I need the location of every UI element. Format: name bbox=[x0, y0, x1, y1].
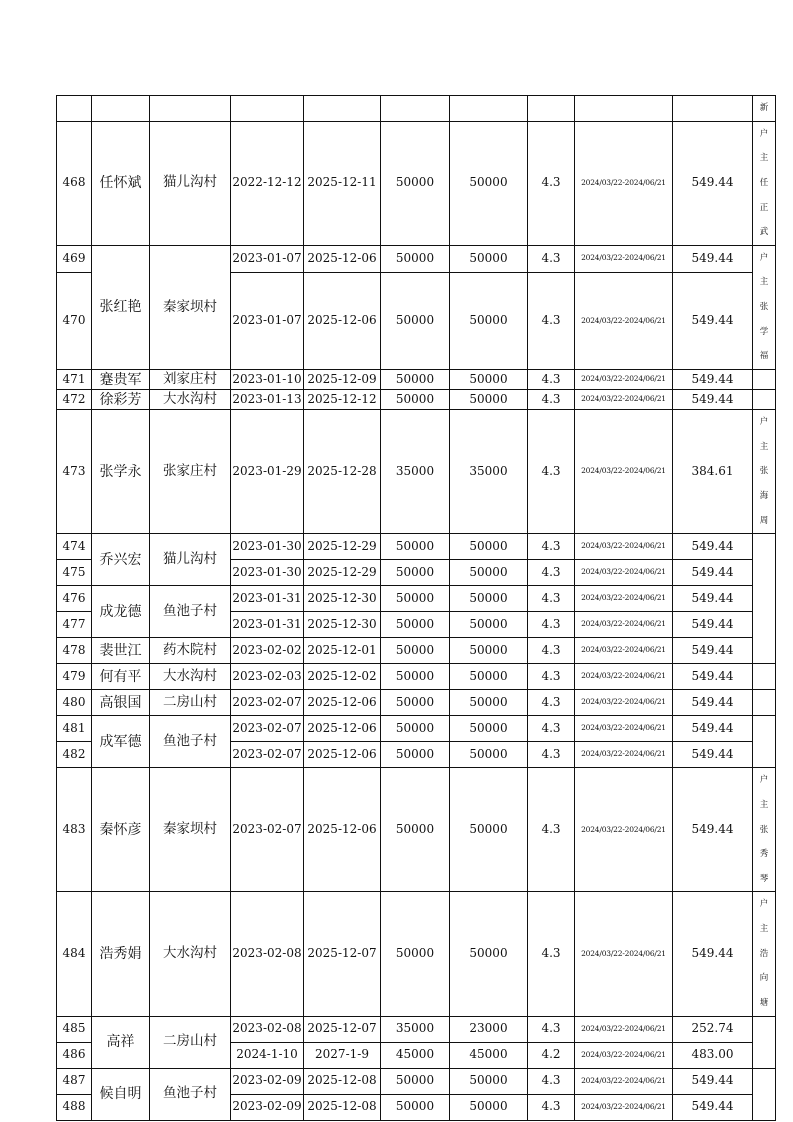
borrower-name-cell: 张红艳 bbox=[92, 245, 150, 369]
note-text: 新 bbox=[759, 103, 769, 113]
borrower-name-cell: 高银国 bbox=[92, 690, 150, 716]
interest-rate-cell: 4.3 bbox=[528, 272, 575, 369]
interest-rate-cell: 4.3 bbox=[528, 586, 575, 612]
loan-balance-cell: 23000 bbox=[450, 1016, 528, 1042]
loan-start-date-cell: 2023-01-30 bbox=[231, 560, 304, 586]
row-number-cell: 469 bbox=[57, 245, 92, 272]
loan-end-date-cell: 2025-12-06 bbox=[304, 768, 381, 892]
interest-period-cell: 2024/03/22-2024/06/21 bbox=[575, 768, 673, 892]
loan-end-date-cell: 2025-12-08 bbox=[304, 1068, 381, 1094]
interest-period-cell: 2024/03/22-2024/06/21 bbox=[575, 560, 673, 586]
row-number-cell: 476 bbox=[57, 586, 92, 612]
interest-amount-cell: 549.44 bbox=[673, 638, 753, 664]
note-cell bbox=[753, 716, 776, 768]
loan-amount-cell: 50000 bbox=[381, 370, 450, 390]
interest-period-cell: 2024/03/22-2024/06/21 bbox=[575, 272, 673, 369]
interest-rate-cell: 4.3 bbox=[528, 245, 575, 272]
borrower-name-cell: 乔兴宏 bbox=[92, 534, 150, 586]
borrower-name-cell: 成军德 bbox=[92, 716, 150, 768]
interest-period-cell: 2024/03/22-2024/06/21 bbox=[575, 612, 673, 638]
interest-period-cell: 2024/03/22-2024/06/21 bbox=[575, 1094, 673, 1120]
interest-amount-cell: 549.44 bbox=[673, 612, 753, 638]
interest-rate-cell: 4.3 bbox=[528, 892, 575, 1016]
table-row bbox=[57, 586, 776, 612]
loan-start-date-cell: 2023-01-10 bbox=[231, 370, 304, 390]
loan-start-date-cell: 2022-12-12 bbox=[231, 121, 304, 245]
loan-balance-cell: 50000 bbox=[450, 121, 528, 245]
interest-period-cell: 2024/03/22-2024/06/21 bbox=[575, 1068, 673, 1094]
loan-start-date-cell: 2023-02-07 bbox=[231, 768, 304, 892]
interest-amount-cell: 549.44 bbox=[673, 121, 753, 245]
row-number-cell: 474 bbox=[57, 534, 92, 560]
table-row bbox=[57, 638, 776, 664]
interest-period-cell: 2024/03/22-2024/06/21 bbox=[575, 716, 673, 742]
table-row bbox=[57, 390, 776, 410]
interest-rate-cell: 4.3 bbox=[528, 1068, 575, 1094]
note-text: 户主张海周 bbox=[759, 417, 769, 526]
loan-amount-cell: 50000 bbox=[381, 664, 450, 690]
empty-cell bbox=[528, 96, 575, 122]
interest-period-cell: 2024/03/22-2024/06/21 bbox=[575, 742, 673, 768]
note-text: 户主张学福 bbox=[759, 252, 769, 362]
loan-amount-cell: 50000 bbox=[381, 690, 450, 716]
village-cell: 药木院村 bbox=[150, 638, 231, 664]
interest-period-cell: 2024/03/22-2024/06/21 bbox=[575, 1016, 673, 1042]
loan-end-date-cell: 2025-12-29 bbox=[304, 534, 381, 560]
table-row bbox=[57, 534, 776, 560]
table-row bbox=[57, 690, 776, 716]
borrower-name-cell: 蹇贵军 bbox=[92, 370, 150, 390]
interest-rate-cell: 4.3 bbox=[528, 370, 575, 390]
loan-amount-cell: 50000 bbox=[381, 272, 450, 369]
loan-balance-cell: 35000 bbox=[450, 410, 528, 534]
row-number-cell: 470 bbox=[57, 272, 92, 369]
interest-period-cell: 2024/03/22-2024/06/21 bbox=[575, 410, 673, 534]
interest-amount-cell: 549.44 bbox=[673, 272, 753, 369]
empty-cell bbox=[304, 96, 381, 122]
loan-amount-cell: 50000 bbox=[381, 560, 450, 586]
borrower-name-cell: 候自明 bbox=[92, 1068, 150, 1120]
interest-amount-cell: 549.44 bbox=[673, 560, 753, 586]
note-cell bbox=[753, 121, 776, 245]
table-row bbox=[57, 410, 776, 534]
loan-balance-cell: 50000 bbox=[450, 690, 528, 716]
loan-balance-cell: 50000 bbox=[450, 664, 528, 690]
borrower-name-cell: 成龙德 bbox=[92, 586, 150, 638]
interest-amount-cell: 549.44 bbox=[673, 1068, 753, 1094]
loan-start-date-cell: 2023-01-29 bbox=[231, 410, 304, 534]
note-cell bbox=[753, 390, 776, 410]
note-text: 户主张秀琴 bbox=[759, 775, 769, 884]
loan-balance-cell: 50000 bbox=[450, 892, 528, 1016]
empty-cell bbox=[673, 96, 753, 122]
loan-start-date-cell: 2023-02-07 bbox=[231, 690, 304, 716]
loan-balance-cell: 50000 bbox=[450, 586, 528, 612]
interest-rate-cell: 4.3 bbox=[528, 1094, 575, 1120]
loan-amount-cell: 45000 bbox=[381, 1042, 450, 1068]
note-text: 户主任正武 bbox=[759, 128, 769, 238]
loan-amount-cell: 35000 bbox=[381, 1016, 450, 1042]
village-cell: 二房山村 bbox=[150, 1016, 231, 1068]
loan-start-date-cell: 2023-01-31 bbox=[231, 612, 304, 638]
interest-period-cell: 2024/03/22-2024/06/21 bbox=[575, 892, 673, 1016]
interest-rate-cell: 4.3 bbox=[528, 390, 575, 410]
empty-cell bbox=[450, 96, 528, 122]
loan-start-date-cell: 2023-02-09 bbox=[231, 1094, 304, 1120]
interest-rate-cell: 4.3 bbox=[528, 638, 575, 664]
loan-start-date-cell: 2023-02-07 bbox=[231, 716, 304, 742]
note-cell bbox=[753, 768, 776, 892]
loan-balance-cell: 50000 bbox=[450, 534, 528, 560]
loan-balance-cell: 50000 bbox=[450, 272, 528, 369]
loan-amount-cell: 50000 bbox=[381, 245, 450, 272]
loan-end-date-cell: 2025-12-06 bbox=[304, 272, 381, 369]
interest-amount-cell: 549.44 bbox=[673, 245, 753, 272]
interest-rate-cell: 4.3 bbox=[528, 534, 575, 560]
row-number-cell: 488 bbox=[57, 1094, 92, 1120]
row-number-cell: 473 bbox=[57, 410, 92, 534]
row-number-cell: 468 bbox=[57, 121, 92, 245]
interest-amount-cell: 483.00 bbox=[673, 1042, 753, 1068]
table-row bbox=[57, 1016, 776, 1042]
row-number-cell: 482 bbox=[57, 742, 92, 768]
interest-amount-cell: 549.44 bbox=[673, 690, 753, 716]
loan-amount-cell: 50000 bbox=[381, 638, 450, 664]
loan-balance-cell: 50000 bbox=[450, 560, 528, 586]
empty-cell bbox=[381, 96, 450, 122]
loan-end-date-cell: 2025-12-09 bbox=[304, 370, 381, 390]
loan-start-date-cell: 2023-02-07 bbox=[231, 742, 304, 768]
note-cell bbox=[753, 370, 776, 390]
village-cell: 张家庄村 bbox=[150, 410, 231, 534]
loan-start-date-cell: 2023-01-07 bbox=[231, 272, 304, 369]
borrower-name-cell: 秦怀彦 bbox=[92, 768, 150, 892]
row-number-cell: 472 bbox=[57, 390, 92, 410]
interest-amount-cell: 549.44 bbox=[673, 892, 753, 1016]
loan-balance-cell: 50000 bbox=[450, 245, 528, 272]
empty-cell bbox=[231, 96, 304, 122]
borrower-name-cell: 裴世江 bbox=[92, 638, 150, 664]
interest-rate-cell: 4.3 bbox=[528, 742, 575, 768]
table-row bbox=[57, 892, 776, 1016]
row-number-cell: 471 bbox=[57, 370, 92, 390]
loan-start-date-cell: 2023-01-07 bbox=[231, 245, 304, 272]
table-row bbox=[57, 716, 776, 742]
village-cell: 鱼池子村 bbox=[150, 586, 231, 638]
interest-rate-cell: 4.2 bbox=[528, 1042, 575, 1068]
row-number-cell: 486 bbox=[57, 1042, 92, 1068]
note-cell bbox=[753, 1068, 776, 1120]
interest-amount-cell: 549.44 bbox=[673, 586, 753, 612]
loan-amount-cell: 50000 bbox=[381, 390, 450, 410]
village-cell: 刘家庄村 bbox=[150, 370, 231, 390]
borrower-name-cell: 浩秀娟 bbox=[92, 892, 150, 1016]
row-number-cell: 480 bbox=[57, 690, 92, 716]
interest-period-cell: 2024/03/22-2024/06/21 bbox=[575, 121, 673, 245]
loan-start-date-cell: 2023-02-09 bbox=[231, 1068, 304, 1094]
interest-rate-cell: 4.3 bbox=[528, 410, 575, 534]
loan-amount-cell: 50000 bbox=[381, 892, 450, 1016]
loan-balance-cell: 45000 bbox=[450, 1042, 528, 1068]
village-cell: 秦家坝村 bbox=[150, 768, 231, 892]
loan-end-date-cell: 2025-12-01 bbox=[304, 638, 381, 664]
table-row bbox=[57, 664, 776, 690]
loan-balance-cell: 50000 bbox=[450, 1068, 528, 1094]
interest-rate-cell: 4.3 bbox=[528, 612, 575, 638]
village-cell: 猫儿沟村 bbox=[150, 534, 231, 586]
row-number-cell: 475 bbox=[57, 560, 92, 586]
loan-end-date-cell: 2025-12-06 bbox=[304, 690, 381, 716]
village-cell: 猫儿沟村 bbox=[150, 121, 231, 245]
note-cell bbox=[753, 534, 776, 664]
loan-start-date-cell: 2023-01-13 bbox=[231, 390, 304, 410]
empty-cell bbox=[57, 96, 92, 122]
village-cell: 二房山村 bbox=[150, 690, 231, 716]
loan-end-date-cell: 2025-12-11 bbox=[304, 121, 381, 245]
interest-amount-cell: 549.44 bbox=[673, 768, 753, 892]
borrower-name-cell: 徐彩芳 bbox=[92, 390, 150, 410]
village-cell: 大水沟村 bbox=[150, 664, 231, 690]
loan-start-date-cell: 2023-02-08 bbox=[231, 1016, 304, 1042]
interest-amount-cell: 549.44 bbox=[673, 664, 753, 690]
table-row bbox=[57, 370, 776, 390]
note-text: 户主浩向塘 bbox=[759, 899, 769, 1009]
row-number-cell: 479 bbox=[57, 664, 92, 690]
loan-balance-cell: 50000 bbox=[450, 716, 528, 742]
interest-period-cell: 2024/03/22-2024/06/21 bbox=[575, 390, 673, 410]
note-cell bbox=[753, 245, 776, 369]
interest-amount-cell: 252.74 bbox=[673, 1016, 753, 1042]
table-row bbox=[57, 768, 776, 892]
loan-amount-cell: 50000 bbox=[381, 121, 450, 245]
loan-end-date-cell: 2025-12-06 bbox=[304, 245, 381, 272]
row-number-cell: 478 bbox=[57, 638, 92, 664]
village-cell: 秦家坝村 bbox=[150, 245, 231, 369]
interest-amount-cell: 384.61 bbox=[673, 410, 753, 534]
note-cell bbox=[753, 690, 776, 716]
loan-end-date-cell: 2025-12-07 bbox=[304, 1016, 381, 1042]
loan-balance-cell: 50000 bbox=[450, 390, 528, 410]
loan-end-date-cell: 2025-12-12 bbox=[304, 390, 381, 410]
loan-balance-cell: 50000 bbox=[450, 612, 528, 638]
interest-period-cell: 2024/03/22-2024/06/21 bbox=[575, 586, 673, 612]
loan-start-date-cell: 2023-02-02 bbox=[231, 638, 304, 664]
row-number-cell: 485 bbox=[57, 1016, 92, 1042]
loan-amount-cell: 50000 bbox=[381, 534, 450, 560]
loan-end-date-cell: 2025-12-02 bbox=[304, 664, 381, 690]
loan-end-date-cell: 2025-12-30 bbox=[304, 586, 381, 612]
note-cell bbox=[753, 1016, 776, 1068]
interest-period-cell: 2024/03/22-2024/06/21 bbox=[575, 664, 673, 690]
loan-amount-cell: 50000 bbox=[381, 1068, 450, 1094]
loan-amount-cell: 50000 bbox=[381, 768, 450, 892]
table-row bbox=[57, 245, 776, 272]
interest-rate-cell: 4.3 bbox=[528, 560, 575, 586]
empty-cell bbox=[575, 96, 673, 122]
table-row bbox=[57, 121, 776, 245]
borrower-name-cell: 高祥 bbox=[92, 1016, 150, 1068]
interest-rate-cell: 4.3 bbox=[528, 121, 575, 245]
borrower-name-cell: 张学永 bbox=[92, 410, 150, 534]
empty-cell bbox=[150, 96, 231, 122]
loan-end-date-cell: 2025-12-29 bbox=[304, 560, 381, 586]
loan-balance-cell: 50000 bbox=[450, 1094, 528, 1120]
row-number-cell: 487 bbox=[57, 1068, 92, 1094]
interest-amount-cell: 549.44 bbox=[673, 1094, 753, 1120]
loan-balance-cell: 50000 bbox=[450, 370, 528, 390]
loan-balance-cell: 50000 bbox=[450, 638, 528, 664]
empty-cell bbox=[92, 96, 150, 122]
loan-amount-cell: 35000 bbox=[381, 410, 450, 534]
note-cell bbox=[753, 96, 776, 122]
interest-rate-cell: 4.3 bbox=[528, 768, 575, 892]
loan-end-date-cell: 2025-12-08 bbox=[304, 1094, 381, 1120]
loan-amount-cell: 50000 bbox=[381, 1094, 450, 1120]
row-number-cell: 483 bbox=[57, 768, 92, 892]
row-number-cell: 477 bbox=[57, 612, 92, 638]
interest-amount-cell: 549.44 bbox=[673, 370, 753, 390]
interest-period-cell: 2024/03/22-2024/06/21 bbox=[575, 1042, 673, 1068]
interest-rate-cell: 4.3 bbox=[528, 690, 575, 716]
loan-end-date-cell: 2025-12-30 bbox=[304, 612, 381, 638]
loan-amount-cell: 50000 bbox=[381, 586, 450, 612]
loan-start-date-cell: 2023-02-03 bbox=[231, 664, 304, 690]
loan-interest-table bbox=[56, 95, 776, 1121]
loan-balance-cell: 50000 bbox=[450, 742, 528, 768]
interest-rate-cell: 4.3 bbox=[528, 1016, 575, 1042]
loan-start-date-cell: 2024-1-10 bbox=[231, 1042, 304, 1068]
loan-end-date-cell: 2025-12-06 bbox=[304, 716, 381, 742]
loan-amount-cell: 50000 bbox=[381, 716, 450, 742]
loan-end-date-cell: 2025-12-07 bbox=[304, 892, 381, 1016]
village-cell: 鱼池子村 bbox=[150, 1068, 231, 1120]
village-cell: 大水沟村 bbox=[150, 390, 231, 410]
interest-period-cell: 2024/03/22-2024/06/21 bbox=[575, 534, 673, 560]
village-cell: 鱼池子村 bbox=[150, 716, 231, 768]
loan-amount-cell: 50000 bbox=[381, 612, 450, 638]
interest-amount-cell: 549.44 bbox=[673, 716, 753, 742]
interest-rate-cell: 4.3 bbox=[528, 716, 575, 742]
village-cell: 大水沟村 bbox=[150, 892, 231, 1016]
row-number-cell: 481 bbox=[57, 716, 92, 742]
loan-end-date-cell: 2025-12-28 bbox=[304, 410, 381, 534]
interest-amount-cell: 549.44 bbox=[673, 742, 753, 768]
loan-start-date-cell: 2023-02-08 bbox=[231, 892, 304, 1016]
note-cell bbox=[753, 664, 776, 690]
table-row bbox=[57, 1068, 776, 1094]
interest-amount-cell: 549.44 bbox=[673, 390, 753, 410]
loan-balance-cell: 50000 bbox=[450, 768, 528, 892]
table-row-partial bbox=[57, 96, 776, 122]
loan-end-date-cell: 2027-1-9 bbox=[304, 1042, 381, 1068]
row-number-cell: 484 bbox=[57, 892, 92, 1016]
interest-amount-cell: 549.44 bbox=[673, 534, 753, 560]
note-cell bbox=[753, 410, 776, 534]
interest-period-cell: 2024/03/22-2024/06/21 bbox=[575, 638, 673, 664]
interest-period-cell: 2024/03/22-2024/06/21 bbox=[575, 245, 673, 272]
loan-start-date-cell: 2023-01-31 bbox=[231, 586, 304, 612]
loan-end-date-cell: 2025-12-06 bbox=[304, 742, 381, 768]
interest-rate-cell: 4.3 bbox=[528, 664, 575, 690]
loan-amount-cell: 50000 bbox=[381, 742, 450, 768]
borrower-name-cell: 任怀斌 bbox=[92, 121, 150, 245]
borrower-name-cell: 何有平 bbox=[92, 664, 150, 690]
loan-start-date-cell: 2023-01-30 bbox=[231, 534, 304, 560]
note-cell bbox=[753, 892, 776, 1016]
interest-period-cell: 2024/03/22-2024/06/21 bbox=[575, 370, 673, 390]
interest-period-cell: 2024/03/22-2024/06/21 bbox=[575, 690, 673, 716]
